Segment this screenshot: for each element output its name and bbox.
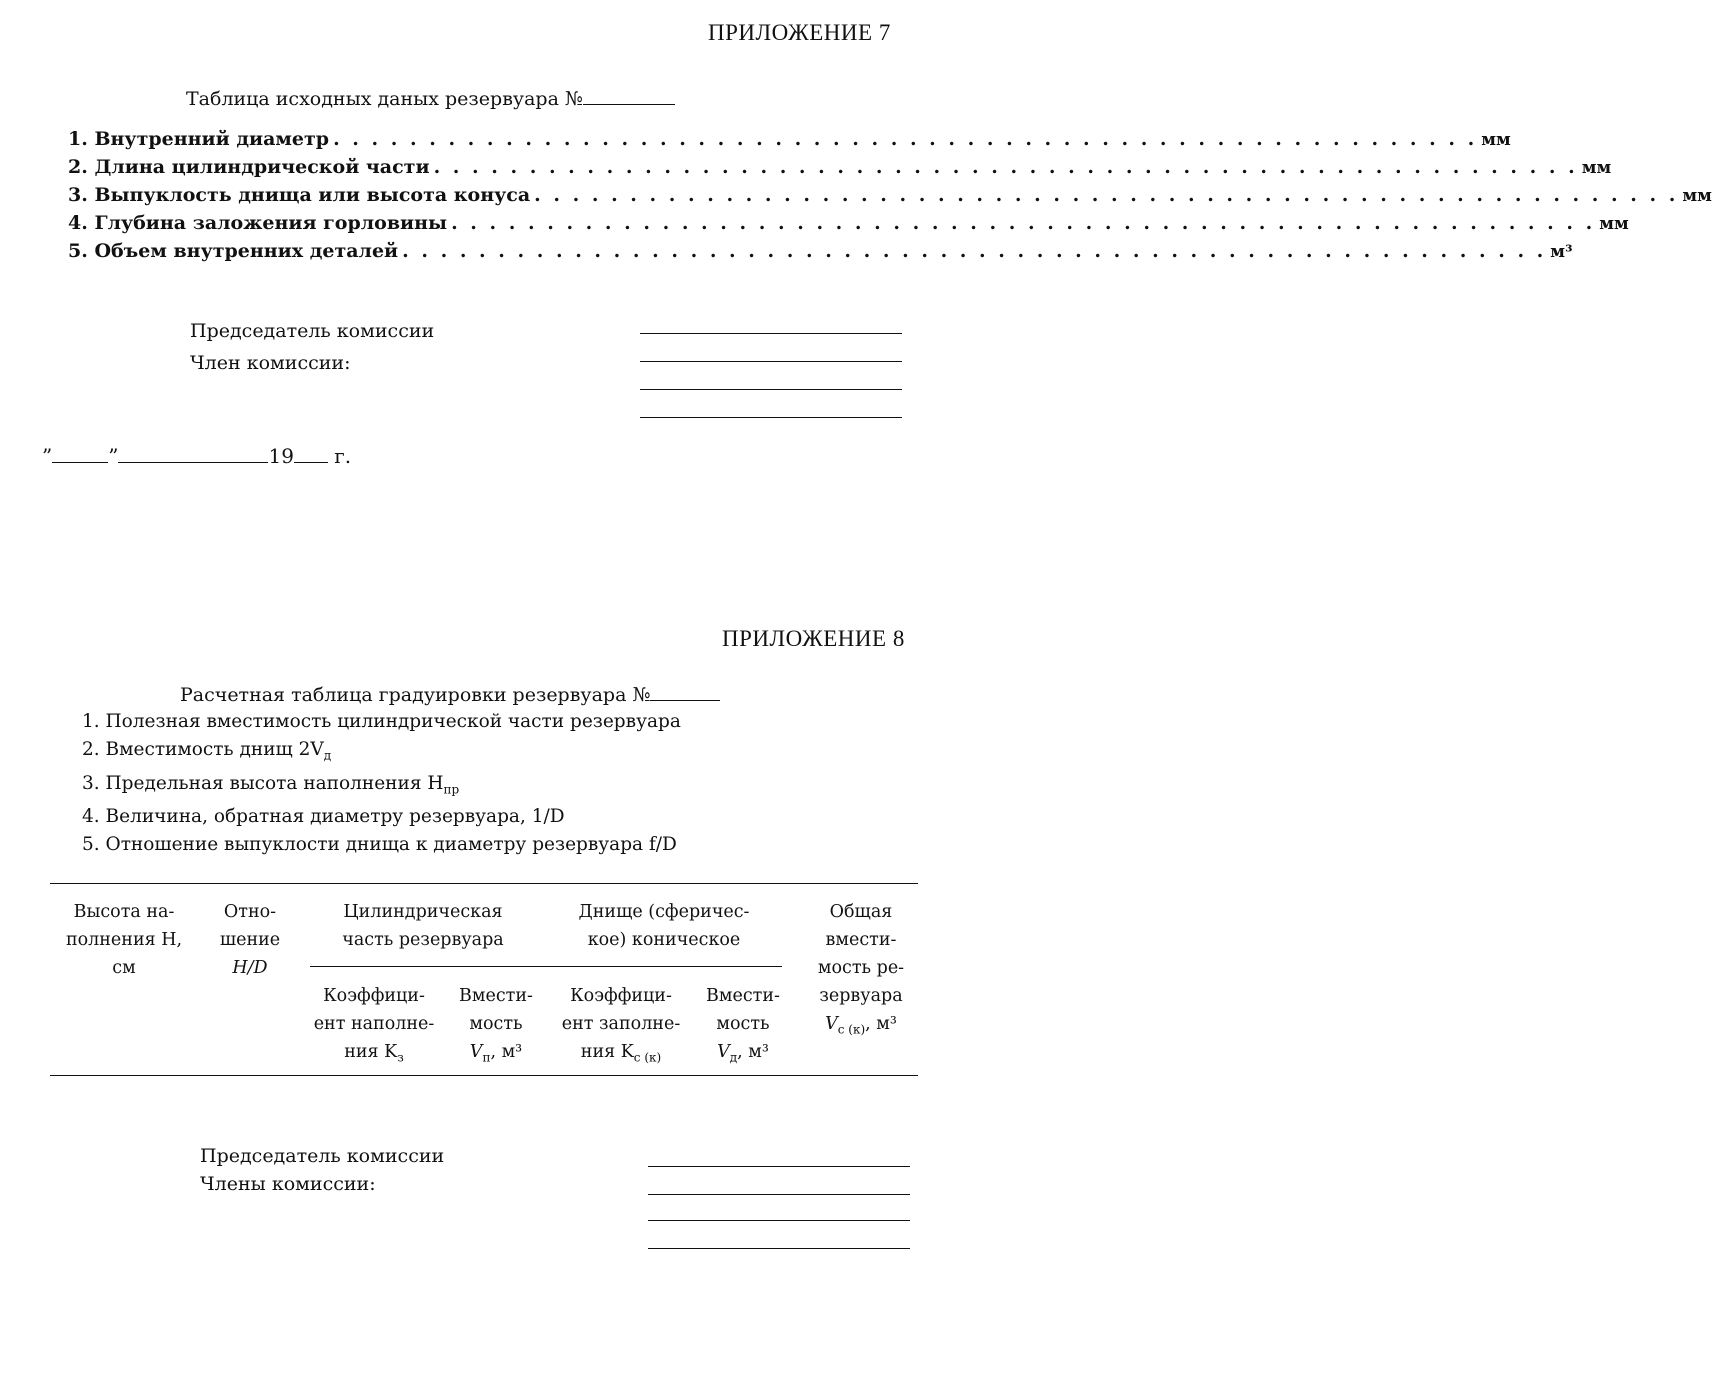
signature-line [648, 1194, 910, 1195]
col-header-total-volume: Общая вмести- мость ре- зервуара $V_{с (к)}$, м³ [817, 902, 905, 1037]
col-group-bottom: Днище (сферичес- кое) коническое [578, 902, 750, 950]
col-header-fill-coef: Коэффици- ент наполне- ния $K_з$ [313, 986, 435, 1065]
signature-line [648, 1166, 910, 1167]
signature-line [640, 417, 902, 418]
list-item: 5. Отношение выпуклости днища к диаметру резервуара f/D [82, 834, 677, 856]
list-item: 2. Вместимость днищ $2V_д$ [82, 739, 332, 763]
appendix8-heading: ПРИЛОЖЕНИЕ 8 [722, 626, 905, 651]
col-header-height: Высота на- полнения H, см [65, 902, 183, 978]
list-item: 4. Величина, обратная диаметру резервуара, 1/D [82, 806, 565, 828]
unit-label: м³ [1550, 242, 1573, 262]
appendix7-member: Член комиссии: [190, 352, 351, 374]
col-header-bottom-volume: Вмести- мость $V_д$, м³ [706, 986, 780, 1065]
list-item: 2. Длина цилиндрической части . . . . . . . . . . . . . . . . . . . . . . . . . . . . . . . . . . . . . . . . . . . . . . . . . . . . . . . . . . . . мм [68, 156, 1612, 178]
appendix7-heading: ПРИЛОЖЕНИЕ 7 [708, 20, 891, 45]
appendix7-title [186, 86, 675, 110]
signature-line [648, 1248, 910, 1249]
list-item: 1. Полезная вместимость цилиндрической части резервуара [82, 711, 681, 732]
appendix7-date: ” ” 19 г. [42, 444, 352, 468]
signature-line [640, 361, 902, 362]
unit-label: мм [1481, 130, 1511, 150]
unit-label: мм [1581, 158, 1612, 178]
list-item: 1. Внутренний диаметр . . . . . . . . . . . . . . . . . . . . . . . . . . . . . . . . . . . . . . . . . . . . . . . . . . . . . . . . . . . . мм [68, 128, 1511, 150]
unit-label: мм [1682, 186, 1712, 206]
appendix7-title-text: Таблица исходных даных резервуара № [186, 88, 583, 110]
appendix7-list [68, 128, 1712, 268]
appendix7-chairman: Председатель комиссии [190, 320, 435, 342]
year-blank [294, 444, 328, 463]
signature-line [640, 389, 902, 390]
table-bottom-rule [50, 1075, 918, 1076]
list-item: 3. Предельная высота наполнения $H_{пр}$ [82, 772, 460, 797]
appendix8-members: Члены комиссии: [200, 1173, 376, 1195]
list-item: 4. Глубина заложения горловины . . . . . . . . . . . . . . . . . . . . . . . . . . . . . . . . . . . . . . . . . . . . . . . . . . . . . . . . . . . . мм [68, 212, 1629, 234]
tank-number-blank [583, 86, 675, 105]
tank-number-blank [650, 682, 720, 701]
col-header-cyl-volume: Вмести- мость $V_п$, м³ [459, 986, 533, 1065]
appendix8-title [180, 682, 720, 706]
unit-label: мм [1599, 214, 1629, 234]
col-header-ratio: Отно- шение H/D [219, 902, 281, 978]
table-top-rule [50, 883, 918, 884]
signature-line [640, 333, 902, 334]
signature-line [648, 1220, 910, 1221]
table-group-rule [310, 966, 782, 967]
day-blank [52, 444, 108, 463]
col-header-bottom-coef: Коэффици- ент заполне- ния $K_{с (к)}$ [561, 986, 681, 1065]
list-item: 3. Выпуклость днища или высота конуса . . . . . . . . . . . . . . . . . . . . . . . . . . . . . . . . . . . . . . . . . . . . . . . . . . . . . . . . . . . . мм [68, 184, 1712, 206]
appendix8-chairman: Председатель комиссии [200, 1145, 445, 1167]
list-item: 5. Объем внутренних деталей . . . . . . . . . . . . . . . . . . . . . . . . . . . . . . . . . . . . . . . . . . . . . . . . . . . . . . . . . . . . м³ [68, 240, 1573, 262]
appendix8-title-text: Расчетная таблица градуировки резервуара № [180, 684, 651, 706]
month-blank [118, 444, 268, 463]
appendix8-list [82, 708, 681, 859]
col-group-cylinder: Цилиндрическая часть резервуара [342, 902, 504, 950]
